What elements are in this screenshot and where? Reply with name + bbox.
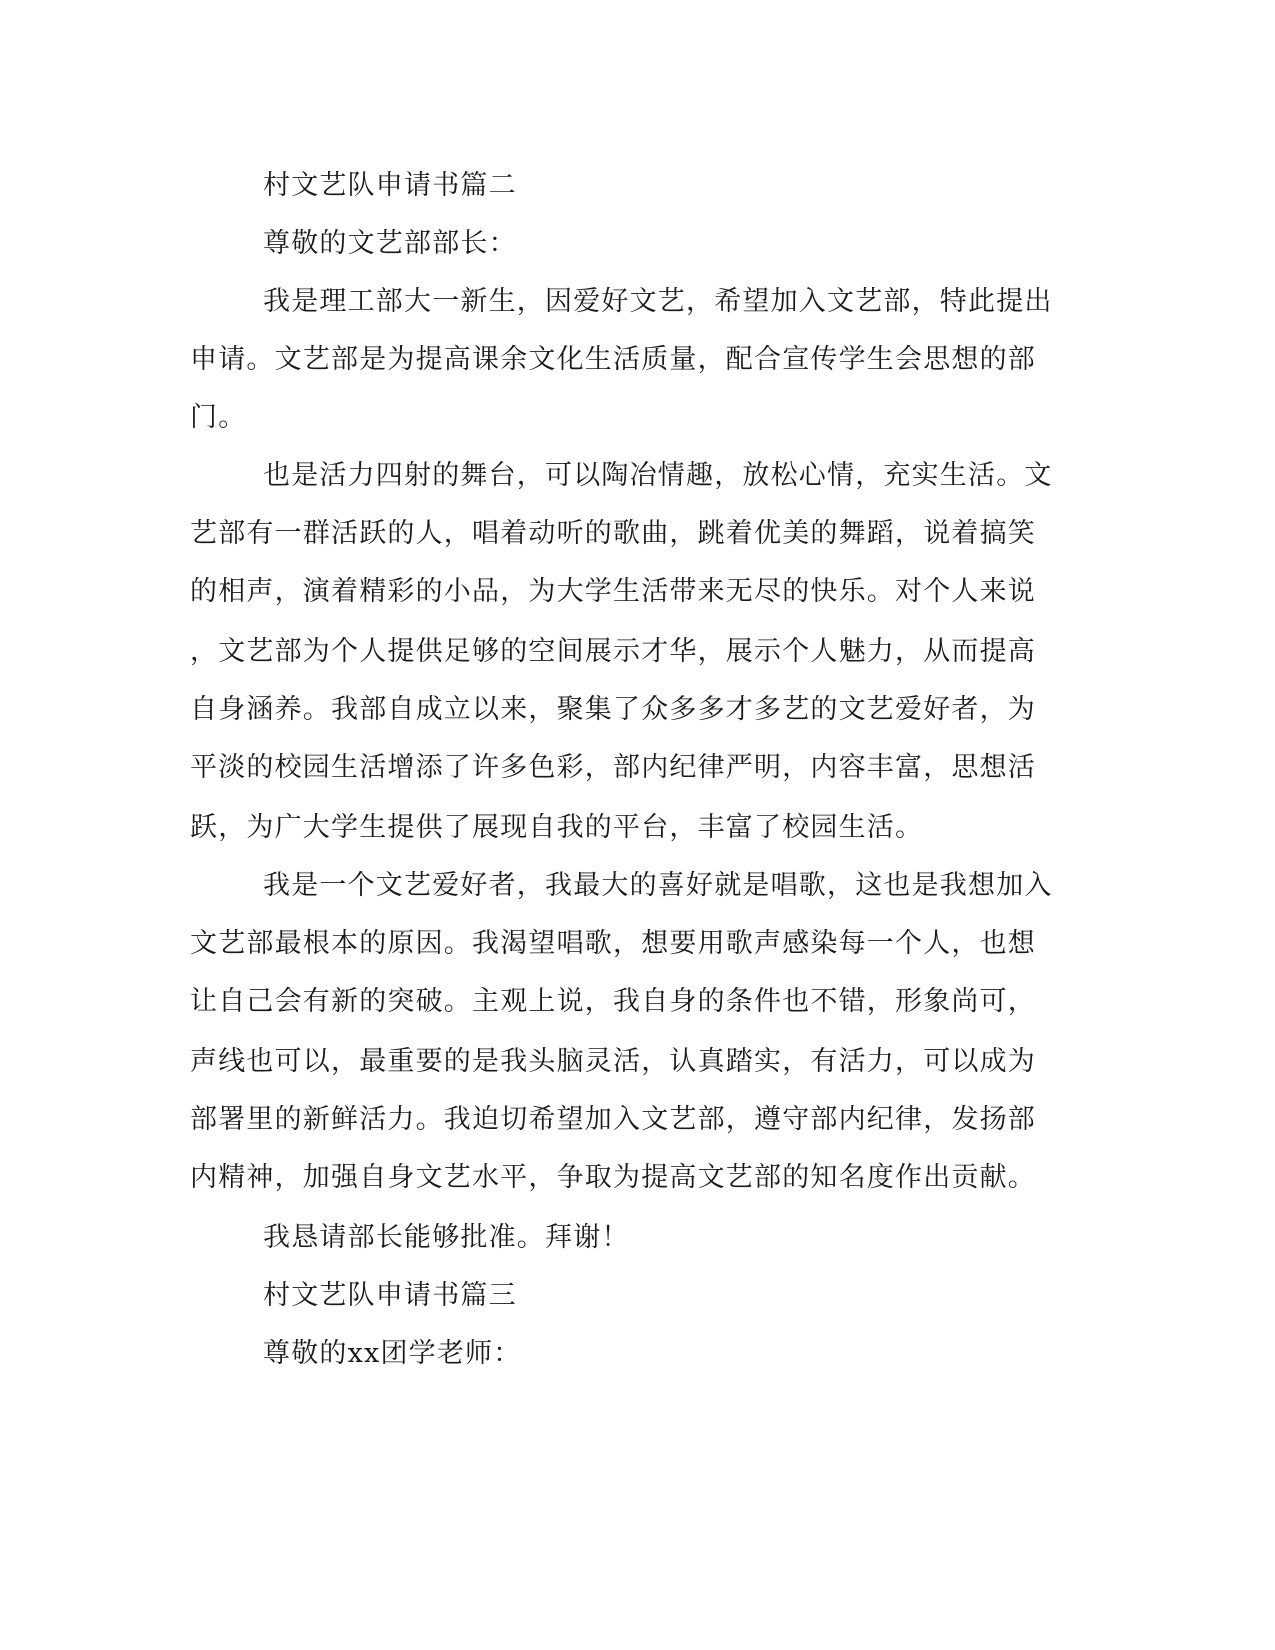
paragraph-line: 申请。文艺部是为提高课余文化生活质量，配合宣传学生会思想的部 [190, 344, 1036, 375]
paragraph-line: 跃，为广大学生提供了展现自我的平台，丰富了校园生活。 [190, 812, 924, 843]
paragraph-line: 我是一个文艺爱好者，我最大的喜好就是唱歌，这也是我想加入 [263, 870, 1053, 901]
paragraph-line: 内精神，加强自身文艺水平，争取为提高文艺部的知名度作出贡献。 [190, 1162, 1036, 1193]
paragraph-line: 自身涵养。我部自成立以来，聚集了众多多才多艺的文艺爱好者，为 [190, 694, 1036, 725]
paragraph-line: 艺部有一群活跃的人，唱着动听的歌曲，跳着优美的舞蹈，说着搞笑 [190, 518, 1036, 549]
section-title: 村文艺队申请书篇二 [263, 170, 517, 201]
paragraph-line: 也是活力四射的舞台，可以陶冶情趣，放松心情，充实生活。文 [263, 460, 1053, 491]
salutation: 尊敬的xx团学老师： [263, 1338, 522, 1369]
paragraph-line: 文艺部最根本的原因。我渴望唱歌，想要用歌声感染每一个人，也想 [190, 928, 1036, 959]
paragraph-line: 我是理工部大一新生，因爱好文艺，希望加入文艺部，特此提出 [263, 286, 1053, 317]
paragraph-line: 部署里的新鲜活力。我迫切希望加入文艺部，遵守部内纪律，发扬部 [190, 1104, 1036, 1135]
paragraph-line: 的相声，演着精彩的小品，为大学生活带来无尽的快乐。对个人来说 [190, 576, 1036, 607]
paragraph-line: 平淡的校园生活增添了许多色彩，部内纪律严明，内容丰富，思想活 [190, 752, 1036, 783]
paragraph-line: 门。 [190, 402, 247, 433]
paragraph-line: 让自己会有新的突破。主观上说，我自身的条件也不错，形象尚可， [190, 986, 1036, 1017]
paragraph-line: 声线也可以，最重要的是我头脑灵活，认真踏实，有活力，可以成为 [190, 1046, 1036, 1077]
paragraph-line: ，文艺部为个人提供足够的空间展示才华，展示个人魅力，从而提高 [190, 636, 1036, 667]
closing-line: 我恳请部长能够批准。拜谢！ [263, 1222, 630, 1253]
section-title: 村文艺队申请书篇三 [263, 1280, 517, 1311]
salutation: 尊敬的文艺部部长： [263, 228, 517, 259]
